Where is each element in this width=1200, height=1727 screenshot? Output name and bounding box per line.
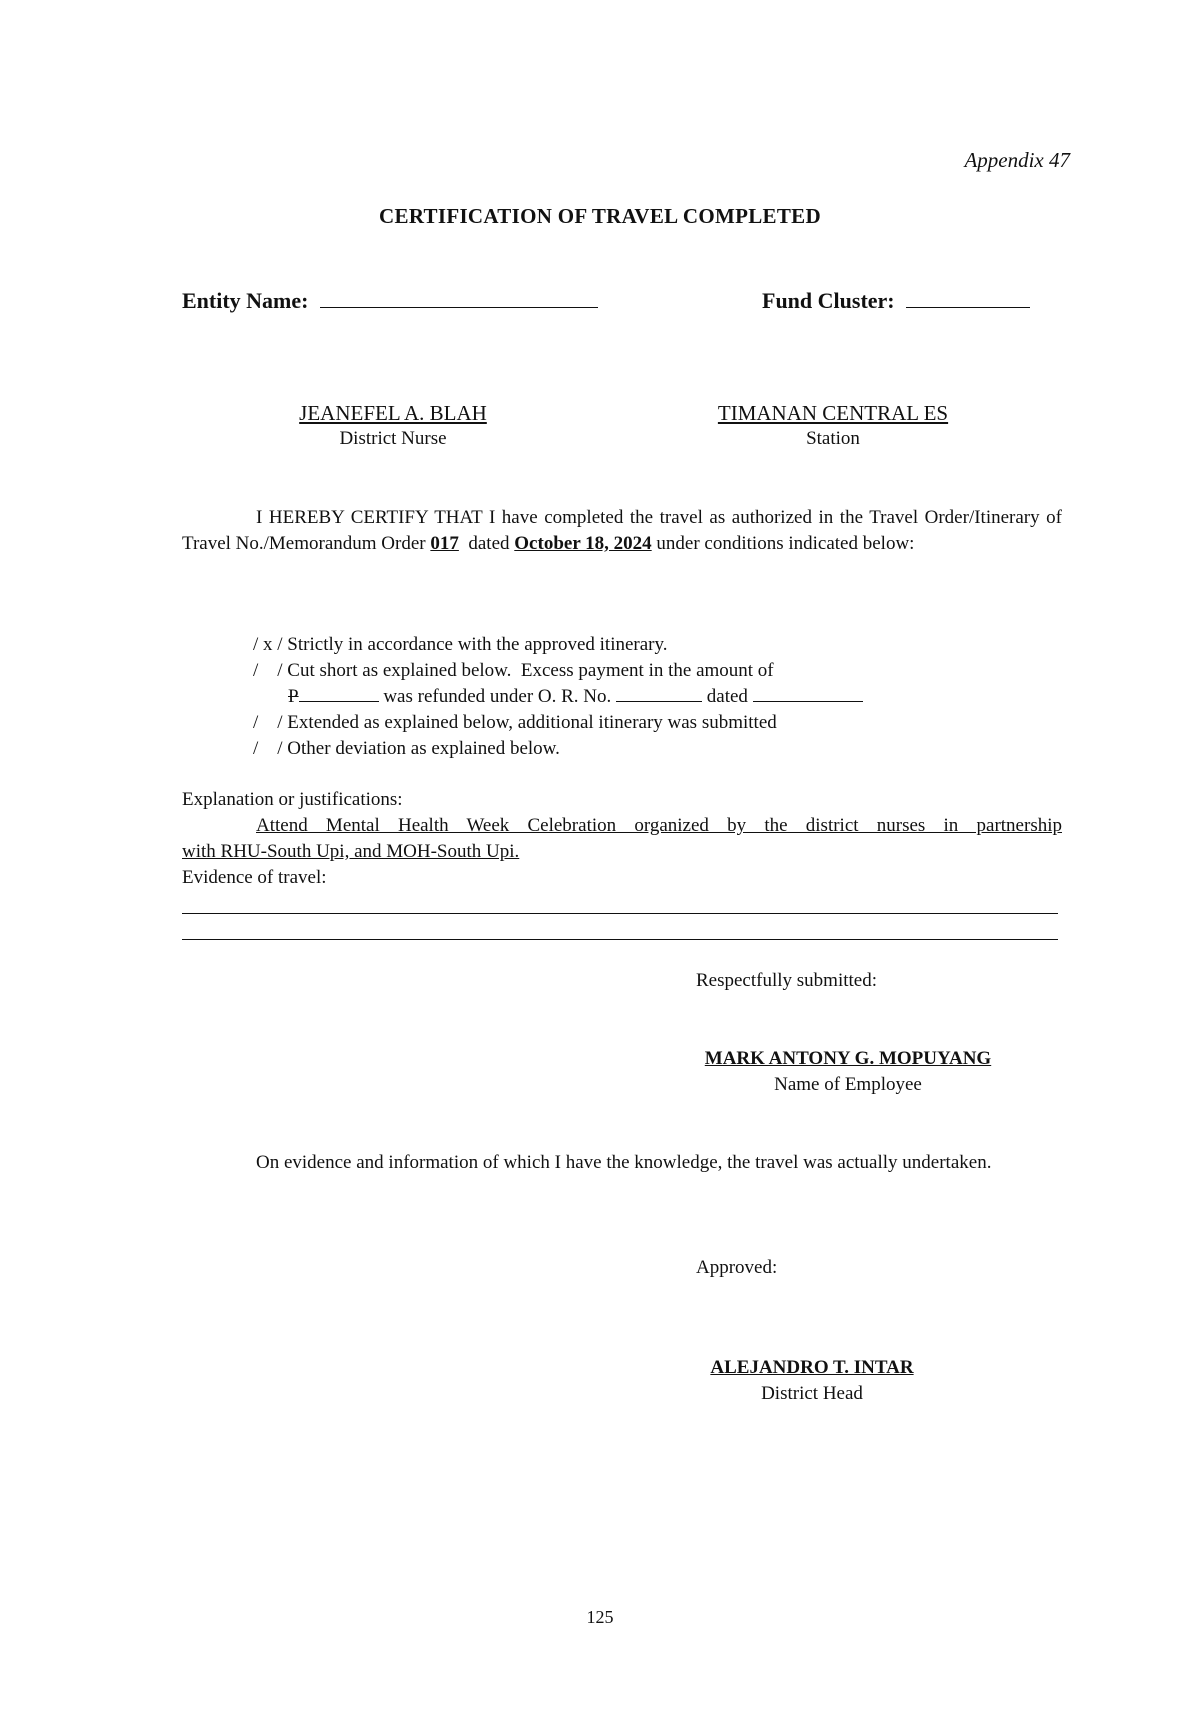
head-name: ALEJANDRO T. INTAR [710,1357,914,1378]
appendix-label: Appendix 47 [964,148,1070,172]
page-number: 125 [586,1607,614,1627]
entity-name-label: Entity Name: [182,288,309,313]
employee-signature-caption: Name of Employee [774,1074,922,1095]
amount-blank [299,700,379,702]
verification-text: On evidence and information of which I have the knowledge, the travel was actually undertaken. [256,1152,992,1173]
head-title: District Head [761,1383,863,1404]
option-refund-line [288,684,863,710]
certification-text: I HEREBY CERTIFY THAT I have completed the travel as authorized in the Travel Order/Itinerary of Travel No./Memorandum Order [182,507,1062,554]
entity-name-blank [320,306,598,308]
evidence-line-1 [182,913,1058,914]
or-number-blank [616,700,702,702]
fund-cluster-label: Fund Cluster: [762,288,895,313]
option-strictly: / x / Strictly in accordance with the approved itinerary. [253,634,668,655]
option-cut-short: / / Cut short as explained below. Excess payment in the amount of [253,660,774,681]
order-date: October 18, 2024 [514,533,652,554]
evidence-label: Evidence of travel: [182,867,327,888]
verification-paragraph [182,1150,1062,1176]
station-value: TIMANAN CENTRAL ES [717,401,949,425]
explanation-line-2: with RHU-South Upi, and MOH-South Upi. [182,841,520,862]
entity-name-row [182,288,598,314]
explanation-text-1: Attend Mental Health Week Celebration organized by the district nurses in partnership [256,815,1062,836]
station-label: Station [806,428,860,449]
approved-label: Approved: [696,1257,778,1278]
refund-text: was refunded under O. R. No. [383,686,612,707]
refund-dated: dated [706,686,748,707]
explanation-line-1 [182,813,1062,839]
employee-block [252,400,534,452]
refund-date-blank [753,700,863,702]
explanation-label: Explanation or justifications: [182,789,403,810]
certification-paragraph [182,505,1062,557]
document-title: CERTIFICATION OF TRAVEL COMPLETED [379,204,821,228]
fund-cluster-blank [906,306,1030,308]
employee-signature-block [668,1046,1028,1098]
order-number: 017 [430,533,459,554]
employee-position: District Nurse [339,428,447,449]
employee-name: JEANEFEL A. BLAH [299,401,487,425]
dated-word: dated [468,533,510,554]
fund-cluster-row [762,288,1030,314]
respectfully-submitted: Respectfully submitted: [696,970,878,991]
option-extended: / / Extended as explained below, additional itinerary was submitted [253,712,777,733]
head-signature-block [676,1355,948,1407]
evidence-line-2 [182,939,1058,940]
peso-sign: P [288,686,299,707]
employee-signature-name: MARK ANTONY G. MOPUYANG [704,1048,992,1069]
certification-tail: under conditions indicated below: [656,533,915,554]
option-other: / / Other deviation as explained below. [253,738,560,759]
station-block [688,400,978,452]
